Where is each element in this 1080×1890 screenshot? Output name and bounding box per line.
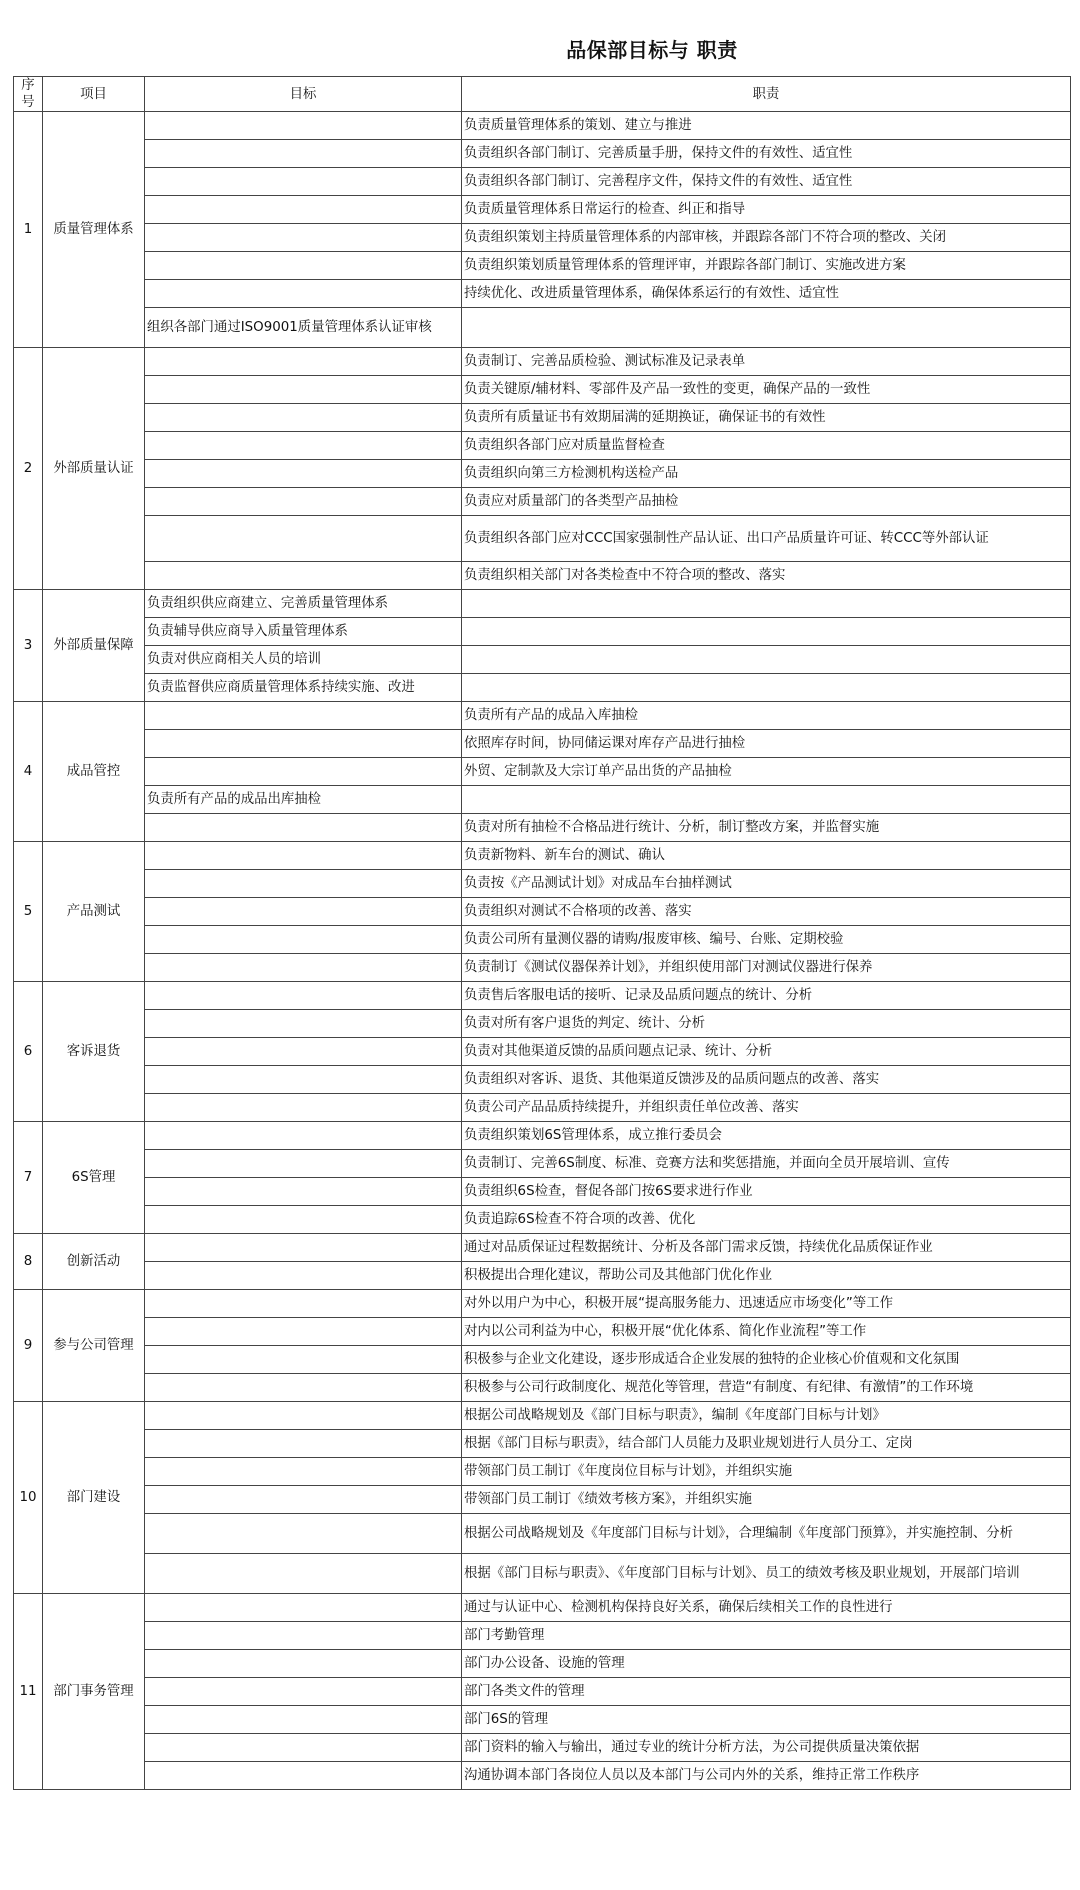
- goal-cell: [145, 1038, 462, 1066]
- goal-cell: [145, 432, 462, 460]
- duty-cell: 部门办公设备、设施的管理: [462, 1650, 1071, 1678]
- goal-cell: [145, 252, 462, 280]
- goal-cell: [145, 1010, 462, 1038]
- duty-cell: 负责组织策划6S管理体系，成立推行委员会: [462, 1122, 1071, 1150]
- duty-cell: 负责应对质量部门的各类型产品抽检: [462, 488, 1071, 516]
- goal-cell: [145, 404, 462, 432]
- table-row: [14, 786, 1071, 814]
- duty-cell: 负责售后客服电话的接听、记录及品质问题点的统计、分析: [462, 982, 1071, 1010]
- goal-cell: [145, 1346, 462, 1374]
- goal-cell: [145, 1122, 462, 1150]
- goal-cell: [145, 1318, 462, 1346]
- section-number: 3: [14, 590, 43, 702]
- goal-cell: [145, 376, 462, 404]
- table-row: [14, 590, 1071, 618]
- duty-cell: 负责制订、完善品质检验、测试标准及记录表单: [462, 348, 1071, 376]
- duty-cell: 负责对所有抽检不合格品进行统计、分析，制订整改方案，并监督实施: [462, 814, 1071, 842]
- section-item: 参与公司管理: [43, 1290, 145, 1402]
- duty-cell: 负责对其他渠道反馈的品质问题点记录、统计、分析: [462, 1038, 1071, 1066]
- goal-cell: [145, 1206, 462, 1234]
- responsibility-table: [13, 76, 1071, 1790]
- duty-cell: 负责组织相关部门对各类检查中不符合项的整改、落实: [462, 562, 1071, 590]
- table-row: [14, 1290, 1071, 1318]
- table-row: [14, 1066, 1071, 1094]
- goal-cell: [145, 898, 462, 926]
- goal-cell: [145, 1374, 462, 1402]
- duty-cell: 积极参与企业文化建设，逐步形成适合企业发展的独特的企业核心价值观和文化氛围: [462, 1346, 1071, 1374]
- duty-cell: 依照库存时间，协同储运课对库存产品进行抽检: [462, 730, 1071, 758]
- table-row: [14, 196, 1071, 224]
- duty-cell: 负责对所有客户退货的判定、统计、分析: [462, 1010, 1071, 1038]
- table-row: [14, 1650, 1071, 1678]
- goal-cell: [145, 1402, 462, 1430]
- duty-cell: 负责组织各部门应对质量监督检查: [462, 432, 1071, 460]
- section-item: 6S管理: [43, 1122, 145, 1234]
- duty-cell: [462, 308, 1071, 348]
- table-row: [14, 1594, 1071, 1622]
- duty-cell: [462, 646, 1071, 674]
- goal-cell: [145, 460, 462, 488]
- duty-cell: 部门6S的管理: [462, 1706, 1071, 1734]
- duty-cell: 负责所有质量证书有效期届满的延期换证，确保证书的有效性: [462, 404, 1071, 432]
- goal-cell: [145, 1678, 462, 1706]
- duty-cell: 对外以用户为中心，积极开展“提高服务能力、迅速适应市场变化”等工作: [462, 1290, 1071, 1318]
- duty-cell: [462, 786, 1071, 814]
- section-item: 产品测试: [43, 842, 145, 982]
- table-row: [14, 1678, 1071, 1706]
- table-body: [14, 112, 1071, 1790]
- section-item: 部门事务管理: [43, 1594, 145, 1790]
- goal-cell: [145, 168, 462, 196]
- table-row: [14, 1010, 1071, 1038]
- table-row: [14, 168, 1071, 196]
- goal-cell: [145, 1290, 462, 1318]
- duty-cell: 积极提出合理化建议，帮助公司及其他部门优化作业: [462, 1262, 1071, 1290]
- table-row: [14, 702, 1071, 730]
- duty-cell: 负责公司所有量测仪器的请购/报废审核、编号、台账、定期校验: [462, 926, 1071, 954]
- goal-cell: [145, 954, 462, 982]
- goal-cell: [145, 1734, 462, 1762]
- goal-cell: [145, 1458, 462, 1486]
- duty-cell: 负责组织各部门制订、完善程序文件，保持文件的有效性、适宜性: [462, 168, 1071, 196]
- duty-cell: 负责按《产品测试计划》对成品车台抽样测试: [462, 870, 1071, 898]
- table-row: [14, 1402, 1071, 1430]
- duty-cell: 负责质量管理体系的策划、建立与推进: [462, 112, 1071, 140]
- duty-cell: 负责组织6S检查，督促各部门按6S要求进行作业: [462, 1178, 1071, 1206]
- goal-cell: [145, 1430, 462, 1458]
- section-item: 部门建设: [43, 1402, 145, 1594]
- goal-cell: 负责所有产品的成品出库抽检: [145, 786, 462, 814]
- duty-cell: 根据《部门目标与职责》，结合部门人员能力及职业规划进行人员分工、定岗: [462, 1430, 1071, 1458]
- table-row: [14, 404, 1071, 432]
- section-number: 2: [14, 348, 43, 590]
- duty-cell: 通过对品质保证过程数据统计、分析及各部门需求反馈，持续优化品质保证作业: [462, 1234, 1071, 1262]
- duty-cell: 积极参与公司行政制度化、规范化等管理，营造“有制度、有纪律、有激情”的工作环境: [462, 1374, 1071, 1402]
- section-item: 质量管理体系: [43, 112, 145, 348]
- goal-cell: 负责对供应商相关人员的培训: [145, 646, 462, 674]
- table-row: [14, 982, 1071, 1010]
- duty-cell: [462, 674, 1071, 702]
- duty-cell: 负责组织策划主持质量管理体系的内部审核，并跟踪各部门不符合项的整改、关闭: [462, 224, 1071, 252]
- section-number: 1: [14, 112, 43, 348]
- duty-cell: 通过与认证中心、检测机构保持良好关系，确保后续相关工作的良性进行: [462, 1594, 1071, 1622]
- goal-cell: [145, 516, 462, 562]
- table-row: [14, 898, 1071, 926]
- table-row: [14, 1122, 1071, 1150]
- goal-cell: [145, 1486, 462, 1514]
- table-row: [14, 224, 1071, 252]
- section-item: 外部质量认证: [43, 348, 145, 590]
- table-row: [14, 140, 1071, 168]
- goal-cell: [145, 1706, 462, 1734]
- table-row: [14, 758, 1071, 786]
- section-number: 6: [14, 982, 43, 1122]
- duty-cell: 沟通协调本部门各岗位人员以及本部门与公司内外的关系，维持正常工作秩序: [462, 1762, 1071, 1790]
- table-row: [14, 618, 1071, 646]
- duty-cell: 外贸、定制款及大宗订单产品出货的产品抽检: [462, 758, 1071, 786]
- duty-cell: 负责新物料、新车台的测试、确认: [462, 842, 1071, 870]
- duty-cell: 负责质量管理体系日常运行的检查、纠正和指导: [462, 196, 1071, 224]
- table-row: [14, 1094, 1071, 1122]
- table-row: [14, 1762, 1071, 1790]
- duty-cell: [462, 590, 1071, 618]
- section-item: 成品管控: [43, 702, 145, 842]
- duty-cell: 负责所有产品的成品入库抽检: [462, 702, 1071, 730]
- table-row: [14, 1706, 1071, 1734]
- goal-cell: [145, 196, 462, 224]
- goal-cell: [145, 982, 462, 1010]
- section-number: 8: [14, 1234, 43, 1290]
- header-num: 序号: [14, 77, 43, 112]
- section-item: 客诉退货: [43, 982, 145, 1122]
- table-row: [14, 1346, 1071, 1374]
- goal-cell: [145, 842, 462, 870]
- table-row: [14, 1234, 1071, 1262]
- page-title: 品保部目标与 职责: [566, 38, 738, 62]
- duty-cell: 负责组织对测试不合格项的改善、落实: [462, 898, 1071, 926]
- goal-cell: [145, 224, 462, 252]
- goal-cell: [145, 1150, 462, 1178]
- goal-cell: [145, 1762, 462, 1790]
- goal-cell: [145, 1178, 462, 1206]
- goal-cell: [145, 1514, 462, 1554]
- table-row: [14, 674, 1071, 702]
- duty-cell: 负责组织各部门制订、完善质量手册，保持文件的有效性、适宜性: [462, 140, 1071, 168]
- duty-cell: 负责制订、完善6S制度、标准、竞赛方法和奖惩措施，并面向全员开展培训、宣传: [462, 1150, 1071, 1178]
- section-number: 4: [14, 702, 43, 842]
- section-number: 5: [14, 842, 43, 982]
- duty-cell: 负责公司产品品质持续提升，并组织责任单位改善、落实: [462, 1094, 1071, 1122]
- goal-cell: [145, 870, 462, 898]
- goal-cell: 负责辅导供应商导入质量管理体系: [145, 618, 462, 646]
- section-item: 创新活动: [43, 1234, 145, 1290]
- table-row: [14, 460, 1071, 488]
- section-number: 9: [14, 1290, 43, 1402]
- goal-cell: [145, 1650, 462, 1678]
- duty-cell: 负责关键原/辅材料、零部件及产品一致性的变更，确保产品的一致性: [462, 376, 1071, 404]
- table-row: [14, 432, 1071, 460]
- table-row: [14, 954, 1071, 982]
- goal-cell: 组织各部门通过ISO9001质量管理体系认证审核: [145, 308, 462, 348]
- table-row: [14, 1514, 1071, 1554]
- table-row: [14, 1430, 1071, 1458]
- goal-cell: [145, 1094, 462, 1122]
- section-number: 11: [14, 1594, 43, 1790]
- goal-cell: [145, 814, 462, 842]
- table-row: [14, 1206, 1071, 1234]
- duty-cell: 持续优化、改进质量管理体系，确保体系运行的有效性、适宜性: [462, 280, 1071, 308]
- table-row: [14, 870, 1071, 898]
- table-row: [14, 1150, 1071, 1178]
- duty-cell: 根据公司战略规划及《年度部门目标与计划》，合理编制《年度部门预算》，并实施控制、分析: [462, 1514, 1071, 1554]
- duty-cell: 对内以公司利益为中心，积极开展“优化体系、简化作业流程”等工作: [462, 1318, 1071, 1346]
- table-row: [14, 1458, 1071, 1486]
- table-row: [14, 1178, 1071, 1206]
- goal-cell: [145, 348, 462, 376]
- table-row: [14, 1622, 1071, 1650]
- table-row: [14, 1554, 1071, 1594]
- goal-cell: [145, 1622, 462, 1650]
- goal-cell: [145, 758, 462, 786]
- duty-cell: 带领部门员工制订《绩效考核方案》，并组织实施: [462, 1486, 1071, 1514]
- table-row: [14, 1038, 1071, 1066]
- duty-cell: 负责组织向第三方检测机构送检产品: [462, 460, 1071, 488]
- duty-cell: 根据《部门目标与职责》、《年度部门目标与计划》、员工的绩效考核及职业规划，开展部门培训: [462, 1554, 1071, 1594]
- duty-cell: 负责制订《测试仪器保养计划》，并组织使用部门对测试仪器进行保养: [462, 954, 1071, 982]
- duty-cell: 部门资料的输入与输出，通过专业的统计分析方法，为公司提供质量决策依据: [462, 1734, 1071, 1762]
- goal-cell: [145, 1066, 462, 1094]
- table-row: [14, 252, 1071, 280]
- duty-cell: 负责追踪6S检查不符合项的改善、优化: [462, 1206, 1071, 1234]
- table-row: [14, 112, 1071, 140]
- goal-cell: [145, 702, 462, 730]
- table-row: [14, 1318, 1071, 1346]
- goal-cell: [145, 926, 462, 954]
- table-row: [14, 280, 1071, 308]
- duty-cell: 负责组织对客诉、退货、其他渠道反馈涉及的品质问题点的改善、落实: [462, 1066, 1071, 1094]
- section-number: 7: [14, 1122, 43, 1234]
- table-row: [14, 516, 1071, 562]
- duty-cell: 负责组织各部门应对CCC国家强制性产品认证、出口产品质量许可证、转CCC等外部认证: [462, 516, 1071, 562]
- header-duty: 职责: [462, 77, 1071, 112]
- header-item: 项目: [43, 77, 145, 112]
- section-number: 10: [14, 1402, 43, 1594]
- table-header-row: [14, 77, 1071, 112]
- goal-cell: [145, 488, 462, 516]
- table-row: [14, 1374, 1071, 1402]
- goal-cell: [145, 730, 462, 758]
- table-row: [14, 376, 1071, 404]
- duty-cell: 负责组织策划质量管理体系的管理评审，并跟踪各部门制订、实施改进方案: [462, 252, 1071, 280]
- duty-cell: 带领部门员工制订《年度岗位目标与计划》，并组织实施: [462, 1458, 1071, 1486]
- duty-cell: 部门考勤管理: [462, 1622, 1071, 1650]
- table-row: [14, 562, 1071, 590]
- table-row: [14, 814, 1071, 842]
- duty-cell: 部门各类文件的管理: [462, 1678, 1071, 1706]
- goal-cell: [145, 140, 462, 168]
- goal-cell: 负责监督供应商质量管理体系持续实施、改进: [145, 674, 462, 702]
- table-row: [14, 488, 1071, 516]
- table-row: [14, 646, 1071, 674]
- table-row: [14, 730, 1071, 758]
- table-row: [14, 1262, 1071, 1290]
- table-row: [14, 1734, 1071, 1762]
- table-row: [14, 308, 1071, 348]
- table-row: [14, 1486, 1071, 1514]
- table-row: [14, 842, 1071, 870]
- table-row: [14, 348, 1071, 376]
- goal-cell: [145, 1554, 462, 1594]
- header-goal: 目标: [145, 77, 462, 112]
- duty-cell: 根据公司战略规划及《部门目标与职责》，编制《年度部门目标与计划》: [462, 1402, 1071, 1430]
- duty-cell: [462, 618, 1071, 646]
- table-row: [14, 926, 1071, 954]
- goal-cell: [145, 562, 462, 590]
- goal-cell: [145, 1262, 462, 1290]
- goal-cell: [145, 1234, 462, 1262]
- goal-cell: [145, 280, 462, 308]
- goal-cell: [145, 1594, 462, 1622]
- goal-cell: [145, 112, 462, 140]
- goal-cell: 负责组织供应商建立、完善质量管理体系: [145, 590, 462, 618]
- section-item: 外部质量保障: [43, 590, 145, 702]
